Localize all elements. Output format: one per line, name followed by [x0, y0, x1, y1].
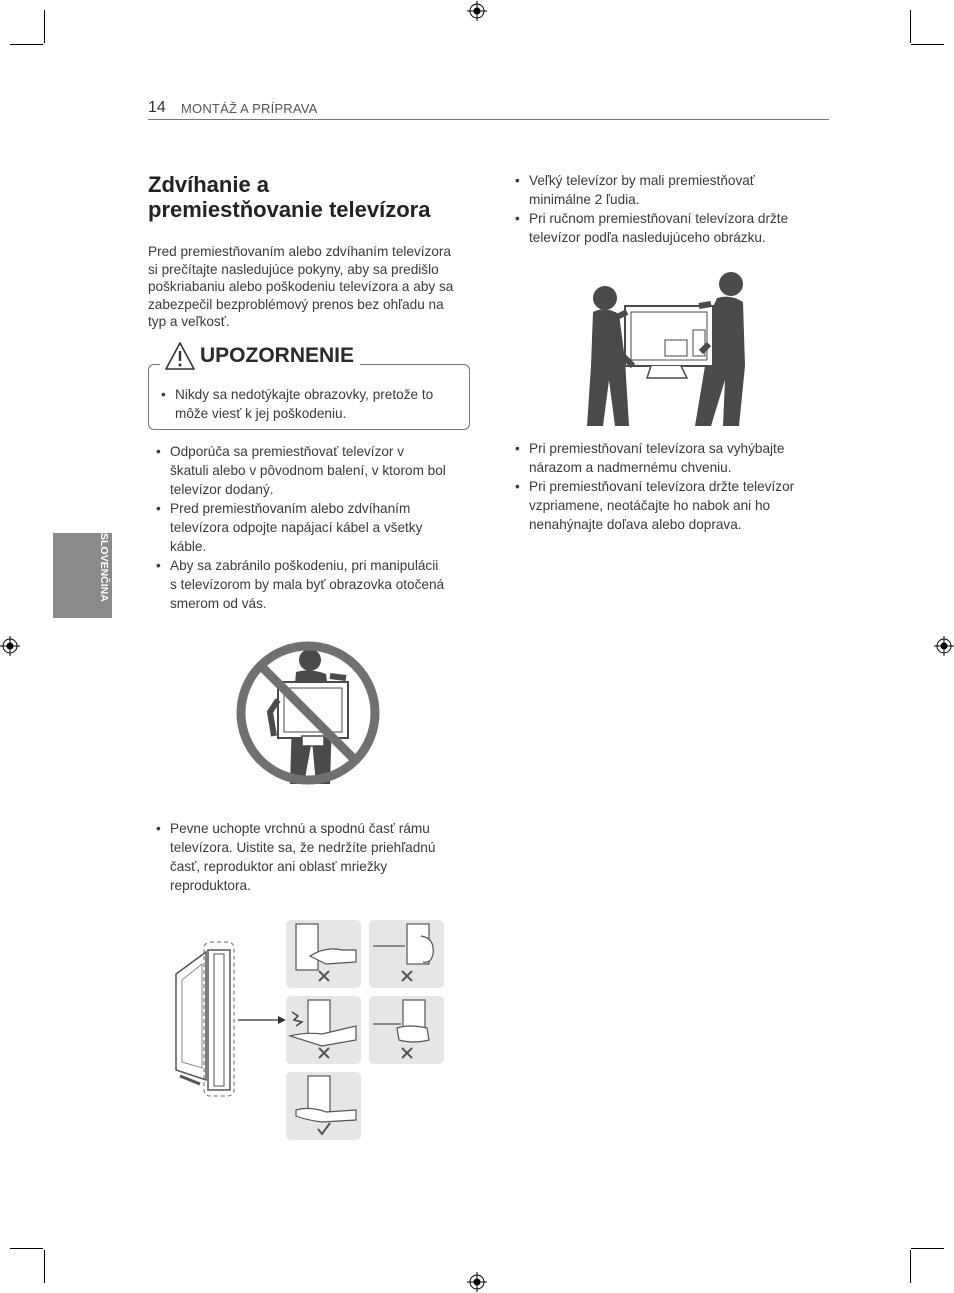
list-item-line: • Odporúča sa premiestňovať televízor v: [170, 444, 405, 459]
list-item-line: • Aby sa zabránilo poškodeniu, pri manipulácii: [170, 558, 439, 573]
intro-line: Pred premiestňovaním alebo zdvíhaním televízora: [148, 244, 451, 259]
cross-icon: [317, 1046, 331, 1060]
list-item-line: • Pred premiestňovaním alebo zdvíhaním: [170, 501, 411, 516]
grip-tips-list: [156, 819, 476, 895]
list-item-line: káble.: [170, 539, 207, 554]
list-item-line: časť, reproduktor ani oblasť mriežky: [170, 859, 388, 874]
list-item: [156, 556, 476, 613]
crop-mark: [911, 1248, 944, 1249]
list-item: [515, 171, 835, 209]
list-item: [156, 819, 476, 895]
prohibited-carry-illustration: [234, 640, 382, 786]
crop-mark: [910, 1250, 911, 1283]
list-item-line: s televízorom by mala byť obrazovka otočená: [170, 577, 445, 592]
list-item: [156, 442, 476, 499]
caution-title: UPOZORNENIE: [200, 344, 355, 367]
list-item: [515, 209, 835, 247]
page-title-line: premiestňovanie televízora: [148, 197, 431, 222]
intro-line: poškriabaniu alebo poškodeniu televízora a aby sa: [148, 279, 454, 295]
intro-line: typ a veľkosť.: [148, 314, 230, 330]
list-item-line: reproduktora.: [170, 878, 251, 893]
crop-mark: [10, 1248, 43, 1249]
intro-line: zabezpečil bezproblémový prenos bez ohľadu na: [148, 296, 444, 312]
caution-list: [161, 385, 461, 423]
list-item-line: • Pri premiestňovaní televízora sa vyhýbajte: [529, 441, 785, 456]
caution-header: [160, 341, 360, 371]
page-number: 14: [148, 99, 166, 116]
list-item-line: • Pri ručnom premiestňovaní televízora držte: [529, 211, 789, 226]
list-item-line: škatuli alebo v pôvodnom balení, v ktorom bol: [170, 463, 446, 478]
header-rule: [148, 119, 829, 120]
list-item: [515, 439, 835, 477]
list-item-line: televízora. Uistite sa, že nedržíte priehľadnú: [170, 840, 436, 855]
intro-paragraph: [148, 243, 478, 331]
list-item-line: nenahýnajte doľava alebo doprava.: [529, 517, 742, 532]
crop-mark: [910, 10, 911, 43]
crop-mark: [44, 1250, 45, 1283]
section-title: MONTÁŽ A PRÍPRAVA: [181, 101, 318, 116]
list-item-line: • Veľký televízor by mali premiestňovať: [529, 173, 755, 188]
page-title-line: Zdvíhanie a: [148, 172, 270, 197]
list-item-line: • Pevne uchopte vrchnú a spodnú časť rámu: [170, 821, 430, 836]
two-person-carry-illustration: [585, 270, 747, 428]
registration-mark-icon: [0, 636, 20, 656]
list-item-line: televízor dodaný.: [170, 482, 274, 497]
language-tab-label: SLOVENČINA: [98, 533, 110, 602]
list-item-line: televízor podľa nasledujúceho obrázku.: [529, 230, 766, 245]
handling-tips-list: [156, 442, 476, 613]
moving-care-list: [515, 439, 835, 534]
warning-triangle-icon: [164, 341, 196, 371]
crop-mark: [911, 44, 944, 45]
tv-side-profile-illustration: [170, 940, 288, 1100]
registration-mark-icon: [467, 1272, 487, 1292]
list-item-line: vzpriamene, neotáčajte ho nabok ani ho: [529, 498, 771, 513]
list-item-line: smerom od vás.: [170, 596, 267, 611]
page-title: [148, 172, 478, 222]
list-item: [515, 477, 835, 534]
crop-mark: [10, 44, 43, 45]
two-people-list: [515, 171, 835, 247]
list-item-line: • Pri premiestňovaní televízora držte televízor: [529, 479, 795, 494]
list-item: [156, 499, 476, 556]
registration-mark-icon: [934, 636, 954, 656]
list-item-line: televízora odpojte napájací kábel a všetky: [170, 520, 423, 535]
list-item-line: minimálne 2 ľudia.: [529, 192, 640, 207]
list-item-line: môže viesť k jej poškodeniu.: [175, 406, 347, 421]
check-icon: [317, 1122, 331, 1136]
crop-mark: [44, 10, 45, 43]
cross-icon: [400, 969, 414, 983]
intro-line: si prečítajte nasledujúce pokyny, aby sa predišlo: [148, 261, 439, 277]
cross-icon: [400, 1046, 414, 1060]
list-item: [161, 385, 461, 423]
list-item-line: nárazom a nadmernému chveniu.: [529, 460, 732, 475]
list-item-line: • Nikdy sa nedotýkajte obrazovky, pretože to: [175, 387, 434, 402]
cross-icon: [317, 969, 331, 983]
registration-mark-icon: [467, 1, 487, 21]
